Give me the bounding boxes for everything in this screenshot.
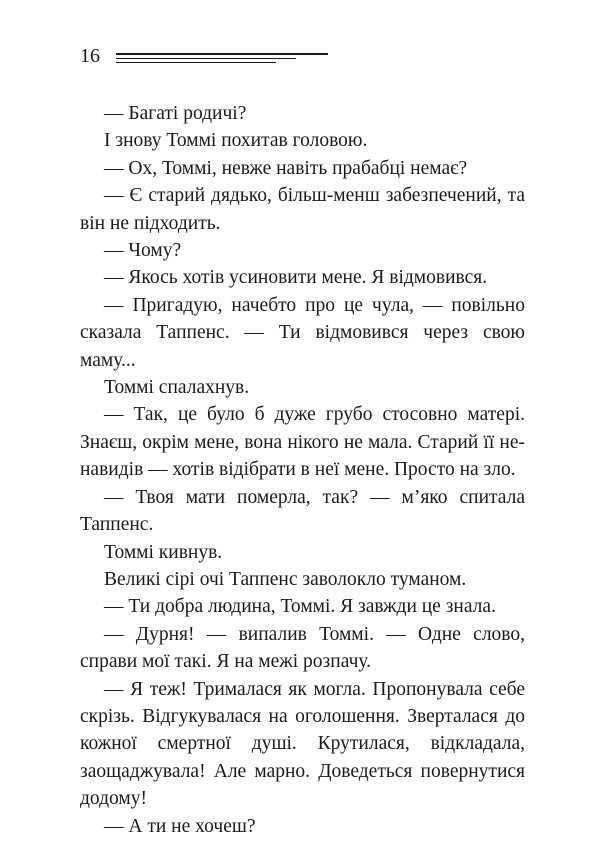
header-rule-line-3 — [116, 62, 276, 63]
page-number: 16 — [80, 45, 100, 67]
header-rule-line-1 — [116, 53, 328, 55]
paragraph-16: — А ти не хочеш? — [104, 815, 256, 837]
paragraph-7: — Пригадую, начебто про це чула, — повільно сказала Таппенс. — Ти відмовився через свою маму... — [80, 294, 525, 371]
paragraph-11: Томмі кивнув. — [104, 541, 223, 563]
paragraph-2: І знову Томмі похитав головою. — [104, 130, 368, 152]
paragraph-3: — Ох, Томмі, невже навіть прабабці немає? — [104, 157, 468, 179]
paragraph-9: — Так, це було б дуже грубо стосовно матері. Знаєш, окрім мене, вона нікого не мала. Старий її ненавидів — хотів відібрати в неї мене. Просто на зло. — [80, 404, 525, 481]
header-rule-line-2 — [116, 58, 296, 59]
paragraph-12: Великі сірі очі Таппенс заволокло туманом. — [104, 568, 467, 590]
paragraph-13: — Ти добра людина, Томмі. Я завжди це знала. — [104, 596, 496, 618]
header-rule — [116, 53, 328, 65]
paragraph-4: — Є старий дядько, більш-менш забезпечений, та він не підходить. — [80, 185, 525, 234]
text-body — [80, 100, 525, 840]
paragraph-5: — Чому? — [104, 240, 182, 262]
paragraph-14: — Дурня! — випалив Томмі. — Одне слово, справи мої такі. Я на межі розпачу. — [80, 623, 525, 673]
paragraph-10: — Твоя мати померла, так? — м’яко спитала Таппенс. — [80, 486, 525, 536]
paragraph-1: — Багаті родичі? — [104, 103, 247, 124]
paragraph-6: — Якось хотів усиновити мене. Я відмовився. — [104, 267, 488, 289]
paragraph-15: — Я теж! Трималася як могла. Пропонувала себе скрізь. Відгукувалася на оголошення. Зверталася до кожної смертної душі. Крутилася, відкладала, заощаджувала! Але марно. Доведеться повернутися додому! — [80, 678, 525, 810]
paragraph-8: Томмі спалахнув. — [104, 377, 250, 399]
